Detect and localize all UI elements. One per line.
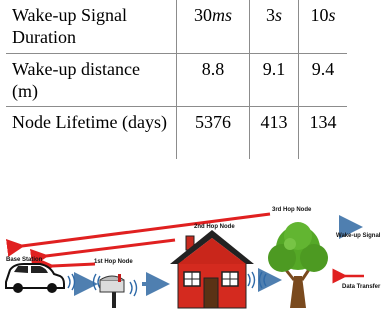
cell-value: 9.1 [250,53,299,106]
row-label: Wake-up Signal Duration [6,0,177,53]
arrow-3rd-to-base [22,214,270,246]
cell-value: 413 [250,106,299,159]
multihop-diagram [0,196,386,312]
cell-value: 8.8 [177,53,250,106]
arrow-2nd-to-base [46,240,175,256]
house-icon [170,230,254,308]
cell-value: 10s [299,0,348,53]
legend-data-label: Data Transfer [342,284,381,290]
diagram-canvas [0,196,386,312]
car-icon [6,264,64,293]
cell-value: 9.4 [299,53,348,106]
mailbox-icon [100,274,124,308]
label-1st-hop: 1st Hop Node [94,259,133,265]
legend-wakeup-label: Wake-up Signal [336,233,381,239]
cell-value: 5376 [177,106,250,159]
row-label: Wake-up distance (m) [6,53,177,106]
label-base-station: Base Station [6,257,43,263]
table-row [6,53,347,106]
tree-icon [268,222,328,308]
table-row [6,0,347,53]
label-2nd-hop: 2nd Hop Node [194,224,235,230]
row-label: Node Lifetime (days) [6,106,177,159]
table-row [6,106,347,159]
label-3rd-hop: 3rd Hop Node [272,207,312,213]
parameters-table [6,0,347,159]
cell-value: 30ms [177,0,250,53]
arrow-1st-to-base [52,264,95,266]
cell-value: 134 [299,106,348,159]
cell-value: 3s [250,0,299,53]
